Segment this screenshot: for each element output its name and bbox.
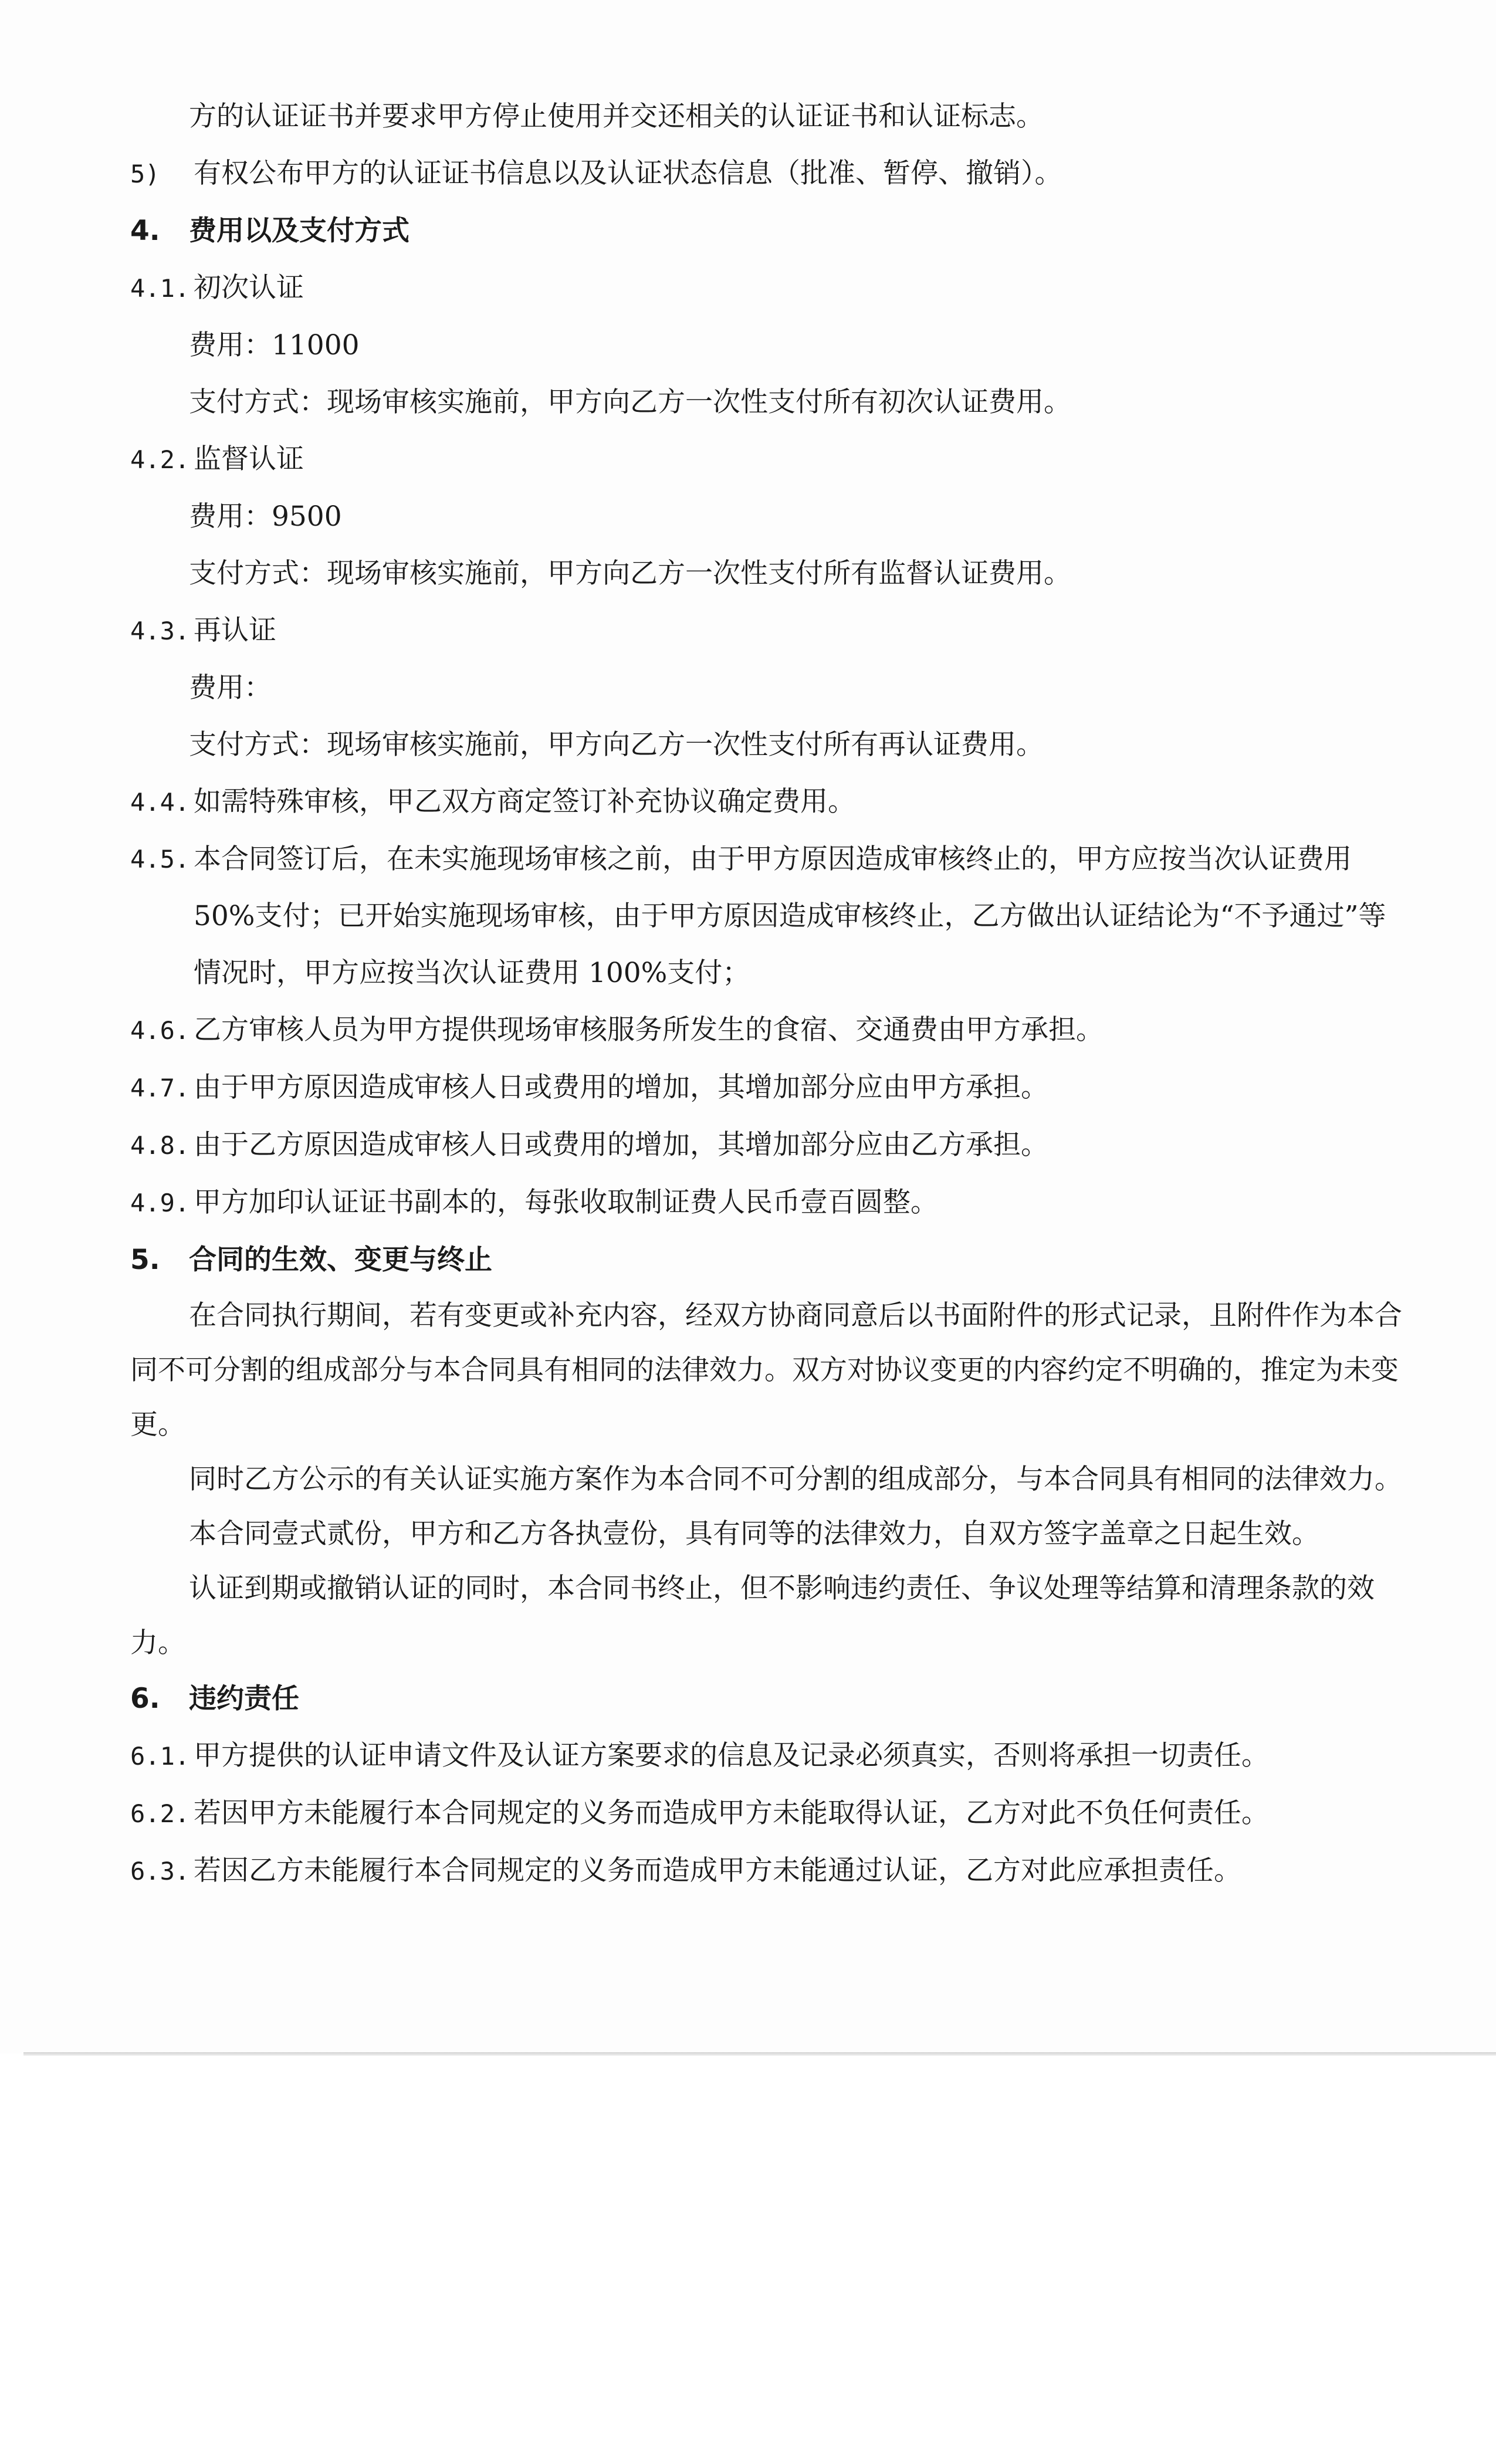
clause-4-2-payment: 支付方式：现场审核实施前，甲方向乙方一次性支付所有监督认证费用。 xyxy=(189,557,1071,590)
clause-4-1 xyxy=(130,259,1409,317)
clause-4-2 xyxy=(130,431,1409,488)
item-text: 有权公布甲方的认证证书信息以及认证状态信息（批准、暂停、撤销）。 xyxy=(194,157,1062,189)
section-6-heading xyxy=(130,1670,1409,1727)
clause-number: 4.2. xyxy=(130,445,190,474)
clause-4-3-payment: 支付方式：现场审核实施前，甲方向乙方一次性支付所有再认证费用。 xyxy=(189,729,1044,761)
section-title: 费用以及支付方式 xyxy=(189,215,409,247)
clause-4-3 xyxy=(130,602,1409,659)
clause-text: 甲方提供的认证申请文件及认证方案要求的信息及记录必须真实，否则将承担一切责任。 xyxy=(194,1739,1269,1772)
clause-6-1 xyxy=(130,1727,1409,1785)
section-number: 4. xyxy=(130,215,160,247)
clause-4-6 xyxy=(130,1001,1409,1059)
clause-4-7 xyxy=(130,1059,1409,1116)
clause-text: 再认证 xyxy=(194,614,276,647)
clause-4-9 xyxy=(130,1174,1409,1231)
clause-text: 由于甲方原因造成审核人日或费用的增加，其增加部分应由甲方承担。 xyxy=(194,1071,1048,1104)
clause-number: 6.2. xyxy=(130,1799,190,1828)
clause-4-1-fee: 费用：11000 xyxy=(189,329,360,361)
section-number: 5. xyxy=(130,1244,160,1276)
section-5-paragraph-4: 认证到期或撤销认证的同时，本合同书终止，但不影响违约责任、争议处理等结算和清理条款的效力。 xyxy=(130,1572,1375,1659)
clause-text: 监督认证 xyxy=(194,443,304,475)
clause-number: 4.3. xyxy=(130,617,190,645)
clause-text: 乙方审核人员为甲方提供现场审核服务所发生的食宿、交通费由甲方承担。 xyxy=(194,1014,1104,1046)
clause-number: 4.6. xyxy=(130,1016,190,1045)
clause-number: 4.1. xyxy=(130,274,190,303)
section-title: 违约责任 xyxy=(189,1683,299,1715)
page-bottom-edge xyxy=(23,2052,1496,2056)
clause-4-1-payment: 支付方式：现场审核实施前，甲方向乙方一次性支付所有初次认证费用。 xyxy=(189,386,1071,418)
item-number: 5) xyxy=(130,160,160,188)
clause-number: 6.1. xyxy=(130,1742,190,1771)
item-5 xyxy=(130,145,1409,202)
clause-text: 如需特殊审核，甲乙双方商定签订补充协议确定费用。 xyxy=(194,786,855,818)
clause-text: 若因甲方未能履行本合同规定的义务而造成甲方未能取得认证，乙方对此不负任何责任。 xyxy=(194,1797,1269,1829)
clause-6-3 xyxy=(130,1842,1409,1900)
clause-text: 由于乙方原因造成审核人日或费用的增加，其增加部分应由乙方承担。 xyxy=(194,1129,1048,1161)
clause-6-2 xyxy=(130,1785,1409,1842)
document-body xyxy=(130,88,1409,1900)
section-5-paragraph-1: 在合同执行期间，若有变更或补充内容，经双方协商同意后以书面附件的形式记录，且附件作为本合同不可分割的组成部分与本合同具有相同的法律效力。双方对协议变更的内容约定不明确的，推定为未变更。 xyxy=(130,1299,1402,1441)
clause-text: 初次认证 xyxy=(194,272,304,304)
clause-number: 4.4. xyxy=(130,788,190,817)
section-4-heading xyxy=(130,202,1409,259)
clause-number: 4.5. xyxy=(130,845,190,874)
clause-4-5 xyxy=(130,831,1409,1001)
clause-4-3-fee: 费用： xyxy=(189,672,272,704)
section-5-heading xyxy=(130,1231,1409,1288)
clause-number: 6.3. xyxy=(130,1857,190,1886)
clause-text: 甲方加印认证证书副本的，每张收取制证费人民币壹百圆整。 xyxy=(194,1186,938,1219)
clause-number: 4.8. xyxy=(130,1131,190,1160)
section-title: 合同的生效、变更与终止 xyxy=(189,1244,492,1276)
clause-4-2-fee: 费用：9500 xyxy=(189,500,342,533)
section-5-paragraph-2: 同时乙方公示的有关认证实施方案作为本合同不可分割的组成部分，与本合同具有相同的法律效力。 xyxy=(189,1463,1402,1495)
clause-4-8 xyxy=(130,1116,1409,1174)
section-5-paragraph-3: 本合同壹式贰份，甲方和乙方各执壹份，具有同等的法律效力，自双方签字盖章之日起生效。 xyxy=(189,1518,1319,1550)
clause-text: 本合同签订后，在未实施现场审核之前，由于甲方原因造成审核终止的，甲方应按当次认证费用 50%支付；已开始实施现场审核，由于甲方原因造成审核终止，乙方做出认证结论为“不予通过”等情况时，甲方应按当次认证费用 100%支付； xyxy=(194,843,1386,989)
continuation-line: 方的认证证书并要求甲方停止使用并交还相关的认证证书和认证标志。 xyxy=(189,100,1044,133)
clause-4-4 xyxy=(130,773,1409,831)
clause-number: 4.9. xyxy=(130,1189,190,1217)
clause-number: 4.7. xyxy=(130,1074,190,1102)
section-number: 6. xyxy=(130,1683,160,1715)
clause-text: 若因乙方未能履行本合同规定的义务而造成甲方未能通过认证，乙方对此应承担责任。 xyxy=(194,1854,1241,1887)
